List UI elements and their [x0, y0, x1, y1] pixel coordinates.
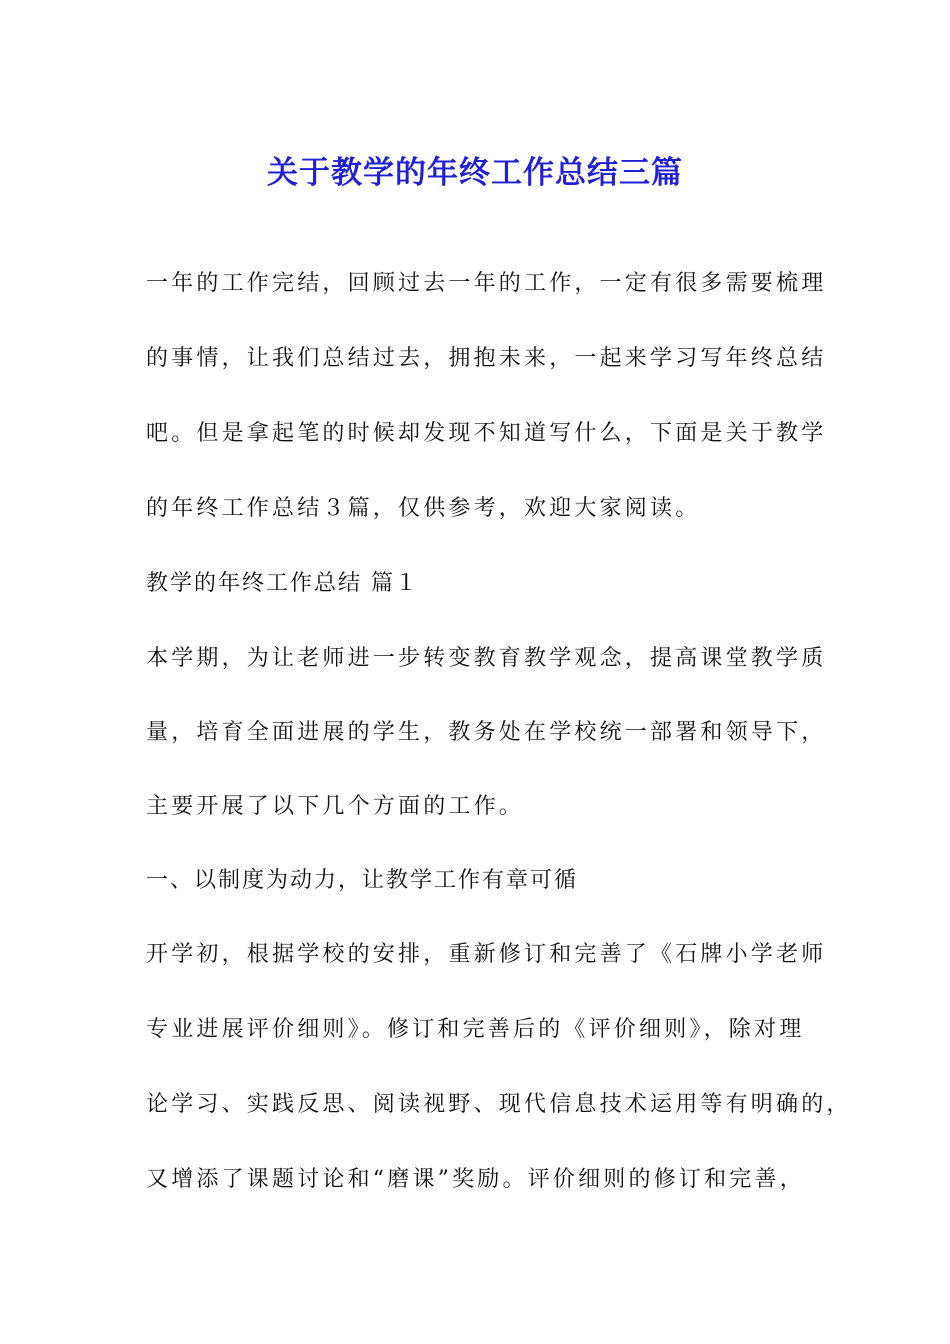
intro-line-1: 一年的工作完结，回顾过去一年的工作，一定有很多需要梳理: [146, 271, 827, 296]
body-line-2: 量，培育全面进展的学生，教务处在学校统一部署和领导下，: [146, 720, 827, 745]
body-line-1: 本学期，为让老师进一步转变教育教学观念，提高课堂教学质: [146, 646, 827, 671]
intro-line-3: 吧。但是拿起笔的时候却发现不知道写什么，下面是关于教学: [146, 421, 827, 446]
body-line-7: 又增添了课题讨论和“磨课”奖励。评价细则的修订和完善，: [146, 1167, 805, 1192]
body-line-6: 论学习、实践反思、阅读视野、现代信息技术运用等有明确的，: [146, 1092, 852, 1117]
body-line-3: 主要开展了以下几个方面的工作。: [146, 794, 525, 819]
intro-line-4: 的年终工作总结３篇，仅供参考，欢迎大家阅读。: [146, 496, 701, 521]
subsection-heading-1: 一、以制度为动力，让教学工作有章可循: [146, 868, 579, 893]
body-line-4: 开学初，根据学校的安排，重新修订和完善了《石牌小学老师: [146, 942, 827, 967]
section-heading-part-1: 教学的年终工作总结 篇１: [146, 571, 419, 596]
document-title: 关于教学的年终工作总结三篇: [267, 154, 683, 191]
intro-line-2: 的事情，让我们总结过去，拥抱未来，一起来学习写年终总结: [146, 346, 827, 371]
body-line-5: 专业进展评价细则》。修订和完善后的《评价细则》，除对理: [146, 1017, 805, 1042]
